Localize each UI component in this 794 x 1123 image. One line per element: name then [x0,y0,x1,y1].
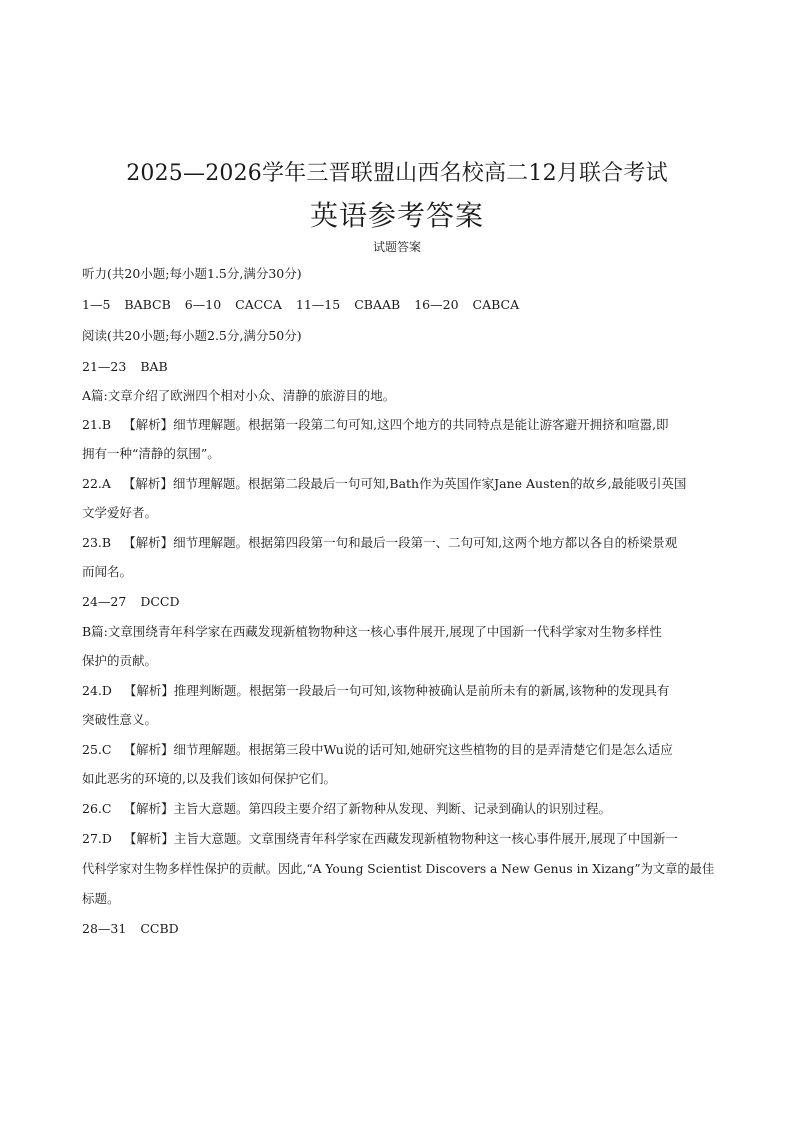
explanation-24 [82,682,722,700]
listening-heading: 听力(共20小题;每小题1.5分,满分30分) [82,266,302,281]
answer-letters: BABCB [124,297,171,312]
listening-answers [82,296,722,314]
answer-letters: CABCA [472,297,520,312]
answer-range: 11—15 [295,297,341,312]
question-number: 25.C [82,742,112,757]
question-number: 22.A [82,476,111,491]
explanation-22 [82,475,722,493]
explanation-text: 而闻名。 [82,564,133,579]
section-a-summary: A篇:文章介绍了欧洲四个相对小众、清静的旅游目的地。 [82,388,396,403]
answer-range: 16—20 [414,297,459,312]
explanation-text: 如此恶劣的环境的,以及我们该如何保护它们。 [82,771,336,786]
section-b-summary: 保护的贡献。 [82,653,158,668]
explanation-text: 细节理解题。根据第四段第一句和最后一段第一、二句可知,这两个地方都以各自的桥梁景观 [173,535,678,550]
question-number: 23.B [82,535,112,550]
answer-range: 24—27 [82,594,127,609]
answer-key-title: 英语参考答案 [309,199,484,232]
exam-title: 2025—2026学年三晋联盟山西名校高二12月联合考试 [126,161,668,186]
explanation-23 [82,534,722,552]
analysis-tag: 【解析】 [123,683,174,698]
explanation-26 [82,800,722,818]
analysis-tag: 【解析】 [122,476,173,491]
explanation-text: 细节理解题。根据第三段中Wu说的话可知,她研究这些植物的目的是弄清楚它们是怎么适应 [173,742,673,757]
explanation-text: 标题。 [82,891,120,906]
answer-range: 1—5 [82,297,111,312]
explanation-text: 主旨大意题。第四段主要介绍了新物种从发现、判断、记录到确认的识别过程。 [173,801,611,816]
question-number: 24.D [82,683,112,698]
analysis-tag: 【解析】 [123,801,174,816]
section-label: 试题答案 [372,240,421,254]
answer-letters: CBAAB [354,297,401,312]
analysis-tag: 【解析】 [123,742,174,757]
explanation-text: 主旨大意题。文章围绕青年科学家在西藏发现新植物物种这一核心事件展开,展现了中国新一 [173,831,678,846]
answer-range: 28—31 [82,921,127,936]
explanation-27 [82,830,722,848]
answer-letters: CCBD [140,921,179,936]
explanation-text: 文学爱好者。 [82,505,158,520]
answer-letters: BAB [140,359,168,374]
section-c-answers [82,920,722,938]
analysis-tag: 【解析】 [123,831,174,846]
explanation-text: 细节理解题。根据第二段最后一句可知,Bath作为英国作家Jane Austen的故乡,最能吸引英国 [172,476,687,491]
question-number: 27.D [82,831,112,846]
question-number: 21.B [82,417,112,432]
explanation-text: 推理判断题。根据第一段最后一句可知,该物种被确认是前所未有的新属,该物种的发现具有 [173,683,670,698]
explanation-21 [82,416,722,434]
section-a-answers [82,358,722,376]
explanation-25 [82,741,722,759]
reading-heading: 阅读(共20小题;每小题2.5分,满分50分) [82,328,302,343]
explanation-text: 代科学家对生物多样性保护的贡献。因此,“A Young Scientist Discovers a New Genus in Xizang”为文章的最佳 [82,862,715,876]
answer-letters: DCCD [140,594,180,609]
analysis-tag: 【解析】 [123,417,174,432]
answer-range: 21—23 [82,359,127,374]
question-number: 26.C [82,801,112,816]
section-b-summary: B篇:文章围绕青年科学家在西藏发现新植物物种这一核心事件展开,展现了中国新一代科学家对生物多样性 [82,624,662,639]
explanation-text: 拥有一种“清静的氛围”。 [82,446,220,461]
answer-range: 6—10 [184,297,222,312]
explanation-text: 细节理解题。根据第一段第二句可知,这四个地方的共同特点是能让游客避开拥挤和喧嚣,即 [173,417,669,432]
answer-letters: CACCA [235,297,282,312]
explanation-text: 突破性意义。 [82,712,158,727]
analysis-tag: 【解析】 [123,535,174,550]
section-b-answers [82,593,722,611]
